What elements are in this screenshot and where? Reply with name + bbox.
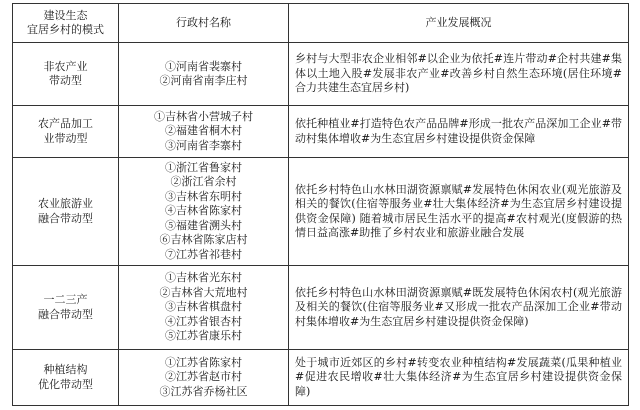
villages-cell: ①浙江省鲁家村 ②浙江省余村 ③吉林省东明村 ④吉林省陈家村 ⑤福建省溯头村 ⑥吉林省陈家店村 ⑦江苏省祁巷村 [119,158,289,266]
overview-cell: 依托乡村特色山水林田湖资源禀赋#发展特色休闲农业(观光旅游及相关的餐饮(住宿等服务业#壮大集体经济#为生态宜居乡村建设提供资金保障) 随着城市居民生活水平的提高#农村观光(度假游的热情日益高涨#助推了乡村农业和旅游业融合发展 [289,158,629,266]
mode-cell: 农业旅游业 融合带动型 [13,158,119,266]
table-row [13,106,629,158]
header-villages: 行政村名称 [119,4,289,43]
table-row [13,43,629,106]
overview-cell: 依托乡村特色山水林田湖资源禀赋#既发展特色休闲农村(观光旅游及相关的餐饮(住宿等服务业#又形成一批农产品深加工企业#带动村集体增收#为生态宜居乡村建设提供资金保障) [289,266,629,350]
table-row [13,350,629,406]
overview-cell: 依托种植业#打造特色农产品品牌#形成一批农产品深加工企业#带动村集体增收#为生态宜居乡村建设提供资金保障 [289,106,629,158]
header-mode-line1: 建设生态 [43,8,88,22]
mode-cell: 种植结构 优化带动型 [13,350,119,406]
overview-cell: 乡村与大型非农企业相邻#以企业为依托#连片带动#企村共建#集体以土地入股#发展非农产业#改善乡村自然生态环境(居住环境#合力共建生态宜居乡村) [289,43,629,106]
mode-cell: 非农产业 带动型 [13,43,119,106]
header-overview: 产业发展概况 [289,4,629,43]
header-mode-line2: 宜居乡村的模式 [27,23,104,36]
villages-cell: ①吉林省小营城子村 ②福建省桐木村 ③河南省李寨村 [119,106,289,158]
villages-cell: ①吉林省光东村 ②吉林省大荒地村 ③吉林省棋盘村 ④江苏省银杏村 ⑤江苏省康乐村 [119,266,289,350]
table-row [13,158,629,266]
header-mode [13,4,119,43]
table-row [13,266,629,350]
table-header-row [13,4,629,43]
rural-industry-table [12,3,629,406]
mode-cell: 农产品加工 业带动型 [13,106,119,158]
villages-cell: ①江苏省陈家村 ②江苏省赵市村 ③江苏省乔杨社区 [119,350,289,406]
villages-cell: ①河南省裴寨村 ②河南省南李庄村 [119,43,289,106]
overview-cell: 处于城市近郊区的乡村#转变农业种植结构#发展蔬菜(瓜果种植业#促进农民增收#壮大集体经济#为生态宜居乡村建设提供资金保障) [289,350,629,406]
mode-cell: 一二三产 融合带动型 [13,266,119,350]
